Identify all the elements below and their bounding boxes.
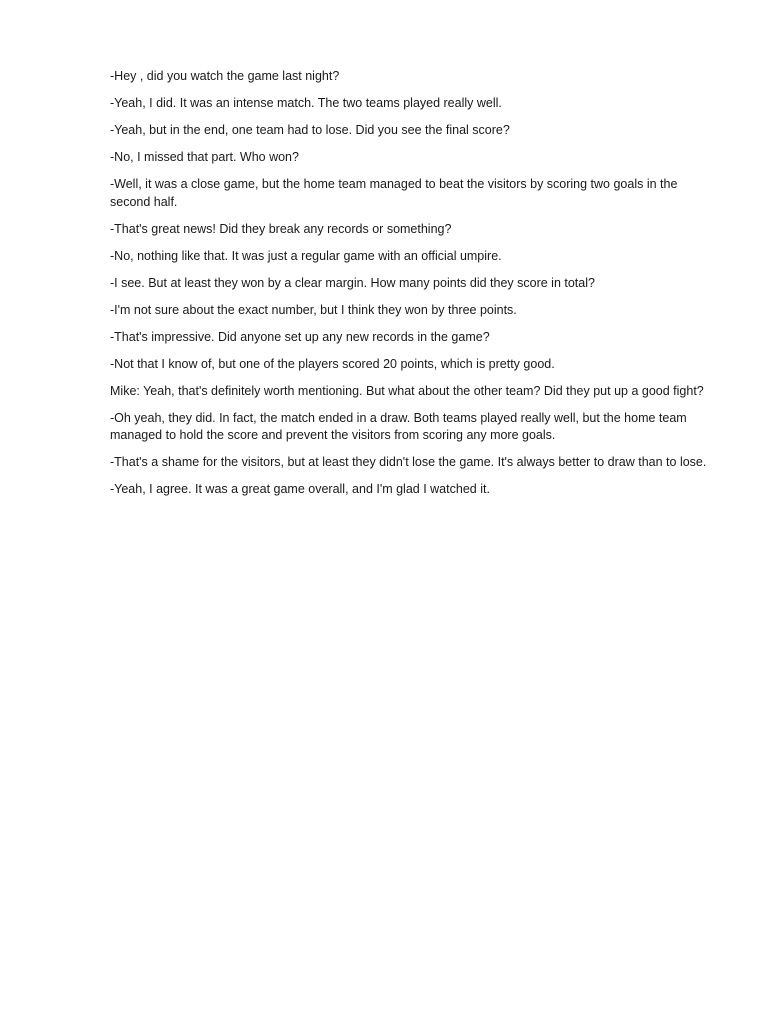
dialogue-line: -That's great news! Did they break any records or something? (110, 221, 452, 236)
dialogue-line: Mike: Yeah, that's definitely worth mentioning. But what about the other team? Did they put up a good fight? (110, 383, 704, 398)
dialogue-line: -Hey , did you watch the game last night? (110, 69, 340, 83)
dialogue-line: -Oh yeah, they did. In fact, the match ended in a draw. Both teams played really well, but the home team managed to hold the score and prevent the visitors from scoring any more goals. (110, 410, 687, 442)
dialogue-line: -That's impressive. Did anyone set up any new records in the game? (110, 329, 490, 344)
dialogue-line: -I'm not sure about the exact number, but I think they won by three points. (110, 302, 517, 317)
dialogue-line: -Well, it was a close game, but the home team managed to beat the visitors by scoring two goals in the second half. (110, 177, 678, 209)
dialogue-line: -No, I missed that part. Who won? (110, 150, 299, 164)
dialogue-line: -Yeah, I agree. It was a great game overall, and I'm glad I watched it. (110, 482, 490, 496)
dialogue-line: -Yeah, I did. It was an intense match. The two teams played really well. (110, 96, 502, 110)
dialogue-line: -I see. But at least they won by a clear margin. How many points did they score in total? (110, 275, 595, 290)
dialogue-line: -Not that I know of, but one of the players scored 20 points, which is pretty good. (110, 356, 555, 371)
dialogue-text-body (110, 68, 710, 508)
dialogue-line: -No, nothing like that. It was just a regular game with an official umpire. (110, 248, 502, 263)
dialogue-line: -That's a shame for the visitors, but at least they didn't lose the game. It's always better to draw than to lose. (110, 455, 707, 469)
dialogue-line: -Yeah, but in the end, one team had to lose. Did you see the final score? (110, 123, 510, 137)
